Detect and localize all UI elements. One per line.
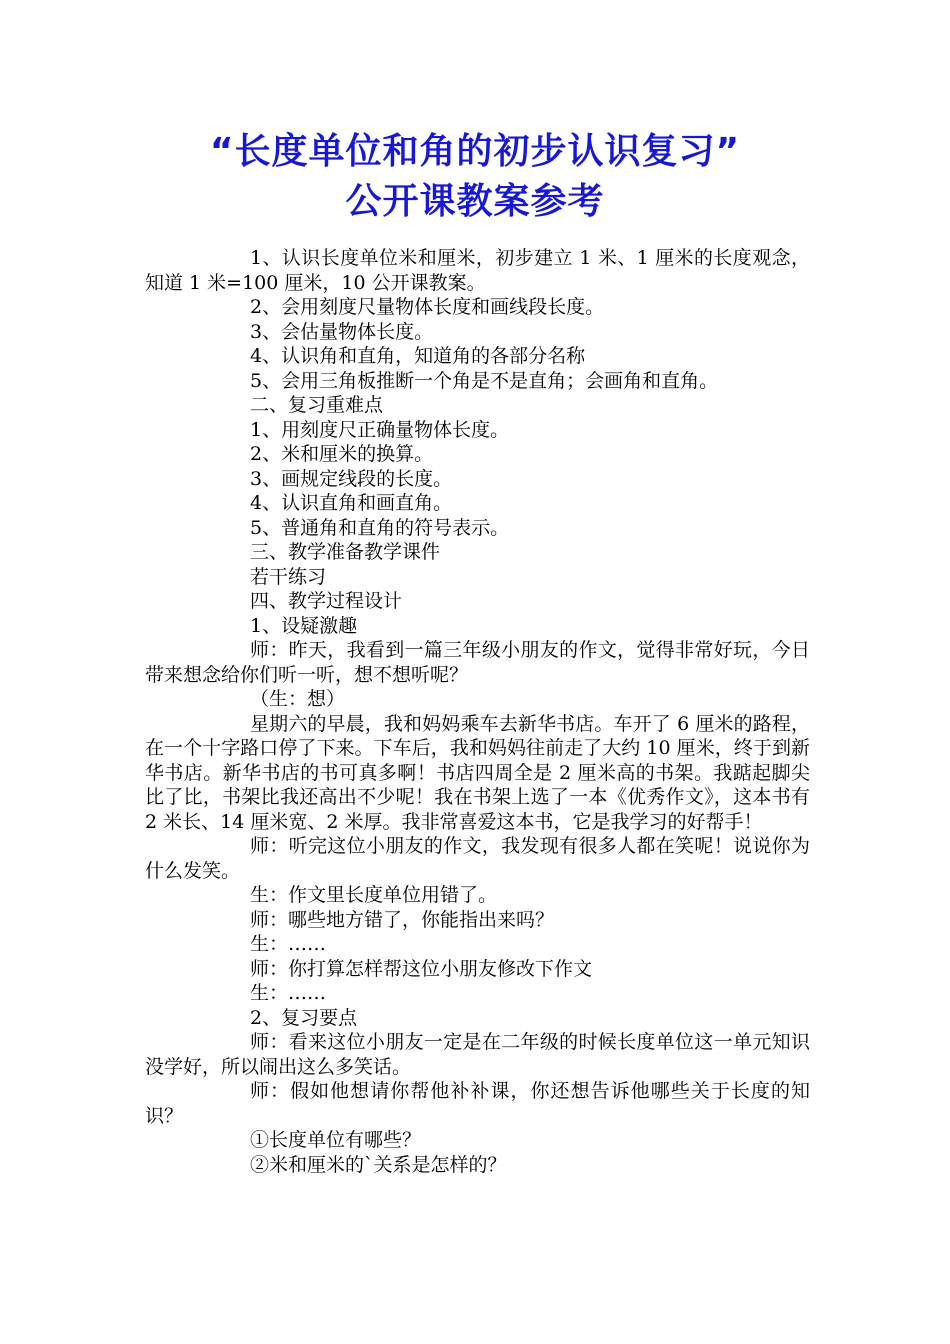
paragraph: 生：…… xyxy=(250,982,327,1004)
paragraph: 3、画规定线段的长度。 xyxy=(250,467,453,490)
paragraph: 师：哪些地方错了，你能指出来吗？ xyxy=(250,908,555,931)
section-heading: 二、复习重难点 xyxy=(250,394,384,416)
paragraph: 3、会估量物体长度。 xyxy=(250,320,434,343)
paragraph: 5、会用三角板推断一个角是不是直角；会画角和直角。 xyxy=(250,369,719,392)
document-body xyxy=(145,246,810,1177)
paragraph: 2、复习要点 xyxy=(250,1006,358,1029)
paragraph: ①长度单位有哪些？ xyxy=(250,1129,422,1151)
paragraph: 师：看来这位小朋友一定是在二年级的时候长度单位这一单元知识没学好，所以闹出这么多笑话。 xyxy=(145,1031,810,1078)
paragraph: 师：假如他想请你帮他补补课，你还想告诉他哪些关于长度的知识？ xyxy=(145,1080,810,1127)
paragraph: 师：你打算怎样帮这位小朋友修改下作文 xyxy=(250,957,593,980)
paragraph: 1、用刻度尺正确量物体长度。 xyxy=(250,418,510,441)
paragraph: 4、认识直角和画直角。 xyxy=(250,492,453,514)
paragraph: ②米和厘米的`关系是怎样的？ xyxy=(250,1153,507,1176)
paragraph: 1、认识长度单位米和厘米，初步建立 1 米、1 厘米的长度观念，知道 1 米=100 厘米，10 公开课教案。 xyxy=(145,247,810,294)
paragraph: 1、设疑激趣 xyxy=(250,614,358,637)
paragraph: 2、米和厘米的换算。 xyxy=(250,443,434,465)
paragraph: 师：昨天，我看到一篇三年级小朋友的作文，觉得非常好玩，今日带来想念给你们听一听，想不想听呢？ xyxy=(145,639,810,686)
paragraph: 5、普通角和直角的符号表示。 xyxy=(250,516,510,539)
paragraph: 4、认识角和直角，知道角的各部分名称 xyxy=(250,345,586,367)
paragraph: 生：…… xyxy=(250,933,327,955)
paragraph: 师：听完这位小朋友的作文，我发现有很多人都在笑呢！说说你为什么发笑。 xyxy=(145,835,810,882)
section-heading: 三、教学准备教学课件 xyxy=(250,541,441,563)
paragraph: 若干练习 xyxy=(250,565,327,588)
document-title-line2: 公开课教案参考 xyxy=(345,181,605,222)
paragraph: 生：作文里长度单位用错了。 xyxy=(250,884,498,906)
paragraph: （生：想） xyxy=(250,688,346,710)
document-title-line1: “长度单位和角的初步认识复习” xyxy=(209,131,741,172)
paragraph: 2、会用刻度尺量物体长度和画线段长度。 xyxy=(250,296,605,318)
paragraph: 星期六的早晨，我和妈妈乘车去新华书店。车开了 6 厘米的路程，在一个十字路口停了下来。下车后，我和妈妈往前走了大约 10 厘米，终于到新华书店。新华书店的书可真多啊！书店四周全是 2 厘米高的书架。我踮起脚尖比了比，书架比我还高出不少呢！我在书架上选了一本《优秀作文》，这本书有 2 米长、14 厘米宽、2 米厚。我非常喜爱这本书，它是我学习的好帮手！ xyxy=(145,712,810,833)
section-heading: 四、教学过程设计 xyxy=(250,590,403,612)
